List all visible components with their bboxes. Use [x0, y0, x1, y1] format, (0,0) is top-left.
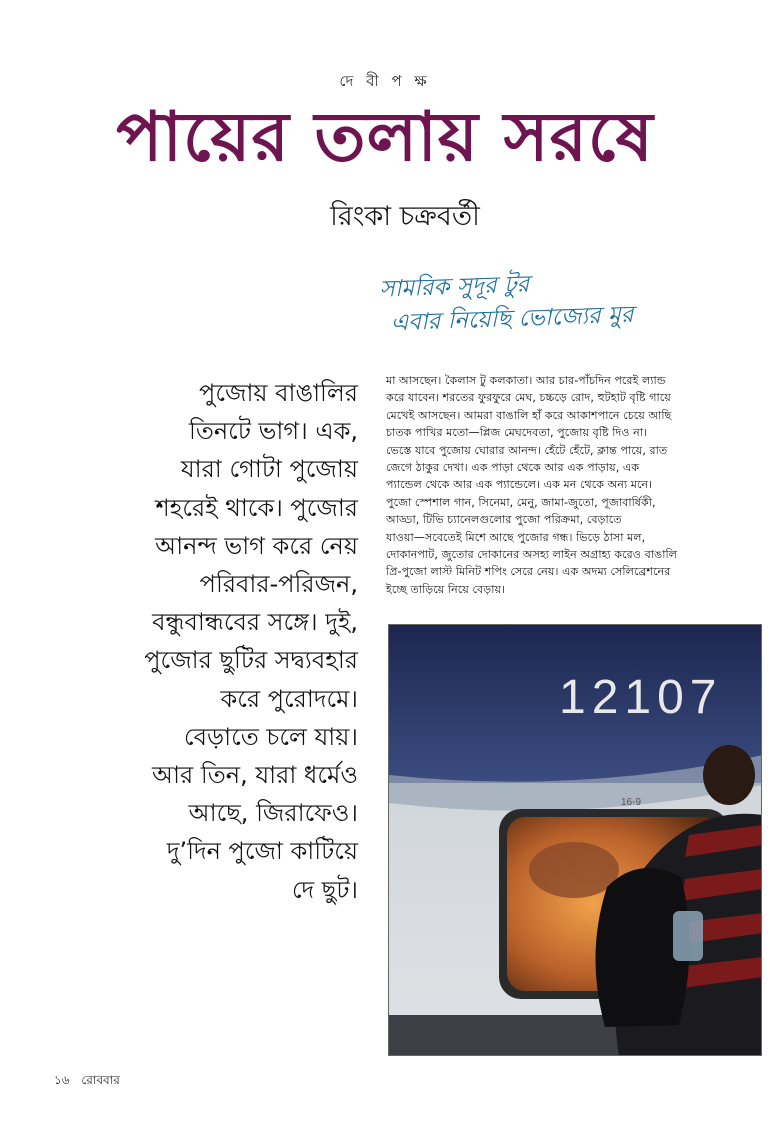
pull-quote-line: বেড়াতে চলে যায়। [183, 722, 358, 751]
pull-quote-line: পুজোর ছুটির সদ্ব্যবহার [144, 646, 358, 675]
tagline-line: সামরিক সুদূর টুর [379, 271, 530, 303]
body-line: মা আসছেন। কৈলাস টু কলকাতা। আর চার-পাঁচদিন পরেই ল্যান্ড [386, 374, 666, 387]
author-byline: রিংকা চক্রবর্তী [330, 201, 480, 232]
handwritten-tagline [379, 259, 761, 340]
body-line: পুজো স্পেশাল গান, সিনেমা, মেনু, জামা-জুতো, পূজাবার্ষিকী, [386, 495, 656, 509]
body-line: মেখেই আসছেন। আমরা বাঙালি হাঁ করে আকাশপানে চেয়ে আছি [386, 408, 672, 422]
pull-quote-line: বন্ধুবান্ধবের সঙ্গে। দুই, [152, 608, 358, 637]
pull-quote-line: দু’দিন পুজো কাটিয়ে [166, 837, 358, 866]
page-number: ১৬ [54, 1073, 70, 1087]
pull-quote-line: আর তিন, যারা ধর্মেও [152, 761, 358, 790]
body-line: আড্ডা, টিভি চ্যানেলগুলোর পুজো পরিক্রমা, বেড়াতে [386, 513, 622, 527]
body-line: চাতক পাখির মতো—প্লিজ মেঘদেবতা, পুজোয় বৃষ্টি দিও না। [386, 426, 648, 440]
pull-quote-line: আনন্দ ভাগ করে নেয় [155, 531, 358, 560]
section-kicker: দে বী প ক্ষ [339, 72, 431, 90]
window-reflection [529, 842, 619, 898]
body-line: করে যাবেন। শরতের ফুরফুরে মেঘ, চচ্চড়ে রোদ, হুটহাট বৃষ্টি গায়ে [386, 391, 671, 405]
coach-panel-code: 16-9 [621, 797, 642, 808]
coach-number: 12107 [559, 671, 723, 724]
pull-quote-line: আছে, জিরাফেও। [188, 799, 358, 828]
pull-quote-line: যারা গোটা পুজোয় [180, 455, 358, 484]
body-line: যাওয়া—সবেতেই মিশে আছে পুজোর গন্ধ। ভিড়ে ঠাসা মল, [386, 530, 646, 544]
pull-quote-line: শহরেই থাকে। পুজোর [155, 493, 358, 522]
pull-quote-line: পুজোয় বাঙালির [199, 379, 358, 407]
pull-quote-line: তিনটে ভাগ। এক, [188, 417, 358, 446]
train-photo [388, 624, 762, 1056]
body-line: ইচ্ছে তাড়িয়ে নিয়ে বেড়ায়। [386, 582, 506, 596]
tagline-line: এবার নিয়েছি ভোজ্যের মুর [390, 301, 634, 337]
body-line: প্রি-পুজো লাস্ট মিনিট শপিং সেরে নেয়। এক অদম্য সেলিব্রেশনের [386, 565, 671, 579]
article-body [386, 372, 754, 598]
pull-quote-line: দে ছুট। [291, 875, 358, 904]
pull-quote-line: করে পুরোদমে। [220, 684, 358, 713]
body-line: ভেস্তে যাবে পুজোয় ঘোরার আনন্দ। হেঁটে হেঁটে, ক্লান্ত পায়ে, রাত [386, 443, 668, 457]
article-title: পায়ের তলায় সরষে [116, 97, 654, 177]
body-line: দোকানপাট, জুতোর দোকানের অসহ্য লাইন অগ্রাহ্য করেও বাঙালি [386, 548, 678, 562]
train-illustration [389, 625, 762, 1056]
publication-name: রোববার [81, 1073, 120, 1087]
page-footer [54, 1072, 120, 1092]
pull-quote-line: পরিবার-পরিজন, [199, 570, 358, 599]
body-line: প্যান্ডেল থেকে আর এক প্যান্ডেলে। এক মন থেকে অন্য মনে। [386, 478, 653, 492]
body-line: জেগে ঠাকুর দেখা। এক পাড়া থেকে আর এক পাড়ায়, এক [386, 461, 640, 475]
water-bottle [673, 911, 703, 961]
pull-quote [100, 374, 358, 909]
